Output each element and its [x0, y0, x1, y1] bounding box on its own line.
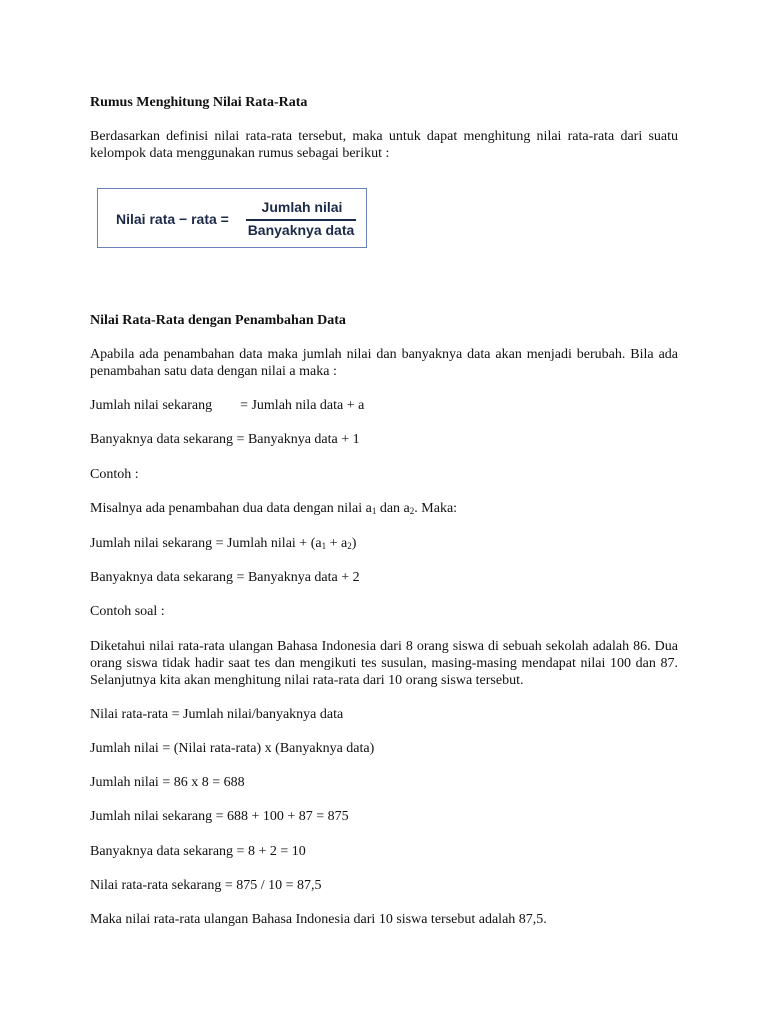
banyaknya-sekarang-line: Banyaknya data sekarang = Banyaknya data + 2: [90, 570, 360, 585]
subscript-2: 2: [347, 541, 352, 551]
misalnya-post: . Maka:: [414, 501, 458, 516]
subscript-1: 1: [321, 541, 327, 551]
step-5: Banyaknya data sekarang = 8 + 2 = 10: [90, 844, 306, 859]
jumlah-sekarang-post: ): [351, 536, 357, 551]
line-banyaknya-sekarang: Banyaknya data sekarang = Banyaknya data + 1: [90, 432, 360, 447]
formula-denominator: Banyaknya data: [247, 222, 355, 238]
line-jumlah-sekarang: [90, 397, 678, 414]
jumlah-sekarang-mid: + a: [326, 536, 348, 551]
conclusion: Maka nilai rata-rata ulangan Bahasa Indonesia dari 10 siswa tersebut adalah 87,5.: [90, 912, 547, 927]
formula-numerator: Jumlah nilai: [261, 199, 343, 215]
line-jumlah-label: Jumlah nilai sekarang: [90, 398, 213, 413]
step-1: Nilai rata-rata = Jumlah nilai/banyaknya data: [90, 707, 344, 722]
subscript-2: 2: [409, 506, 415, 516]
step-4: Jumlah nilai sekarang = 688 + 100 + 87 = 875: [90, 809, 349, 824]
jumlah-sekarang-line: [90, 535, 678, 552]
step-2: Jumlah nilai = (Nilai rata-rata) x (Banyaknya data): [90, 741, 375, 756]
jumlah-sekarang-text: Jumlah nilai sekarang = Jumlah nilai + (a: [90, 536, 322, 551]
misalnya-mid: dan a: [376, 501, 410, 516]
section-heading-formula: Rumus Menghitung Nilai Rata-Rata: [90, 95, 308, 110]
subscript-1: 1: [371, 506, 377, 516]
misalnya-line: [90, 500, 678, 517]
formula-image: [97, 188, 367, 248]
misalnya-text: Misalnya ada penambahan dua data dengan nilai a: [90, 501, 372, 516]
step-3: Jumlah nilai = 86 x 8 = 688: [90, 775, 245, 790]
section-heading-addition: Nilai Rata-Rata dengan Penambahan Data: [90, 313, 346, 328]
contoh-soal-label: Contoh soal :: [90, 604, 165, 619]
intro-paragraph: Berdasarkan definisi nilai rata-rata tersebut, maka untuk dapat menghitung nilai rata-rata dari suatu kelompok data menggunakan rumus sebagai berikut :: [90, 129, 678, 161]
formula-lhs: Nilai rata − rata =: [116, 211, 229, 227]
soal-paragraph: Diketahui nilai rata-rata ulangan Bahasa Indonesia dari 8 orang siswa di sebuah sekolah adalah 86. Dua orang siswa tidak hadir saat tes dan mengikuti tes susulan, masing-masing mendapat nilai 100 dan 87. Selanjutnya kita akan menghitung nilai rata-rata dari 10 orang siswa tersebut.: [90, 639, 678, 688]
addition-paragraph: Apabila ada penambahan data maka jumlah nilai dan banyaknya data akan menjadi berubah. Bila ada penambahan satu data dengan nilai a maka :: [90, 347, 678, 379]
line-jumlah-value: = Jumlah nila data + a: [240, 398, 365, 413]
contoh-label: Contoh :: [90, 467, 139, 482]
fraction-bar: [246, 219, 356, 221]
step-6: Nilai rata-rata sekarang = 875 / 10 = 87,5: [90, 878, 322, 893]
